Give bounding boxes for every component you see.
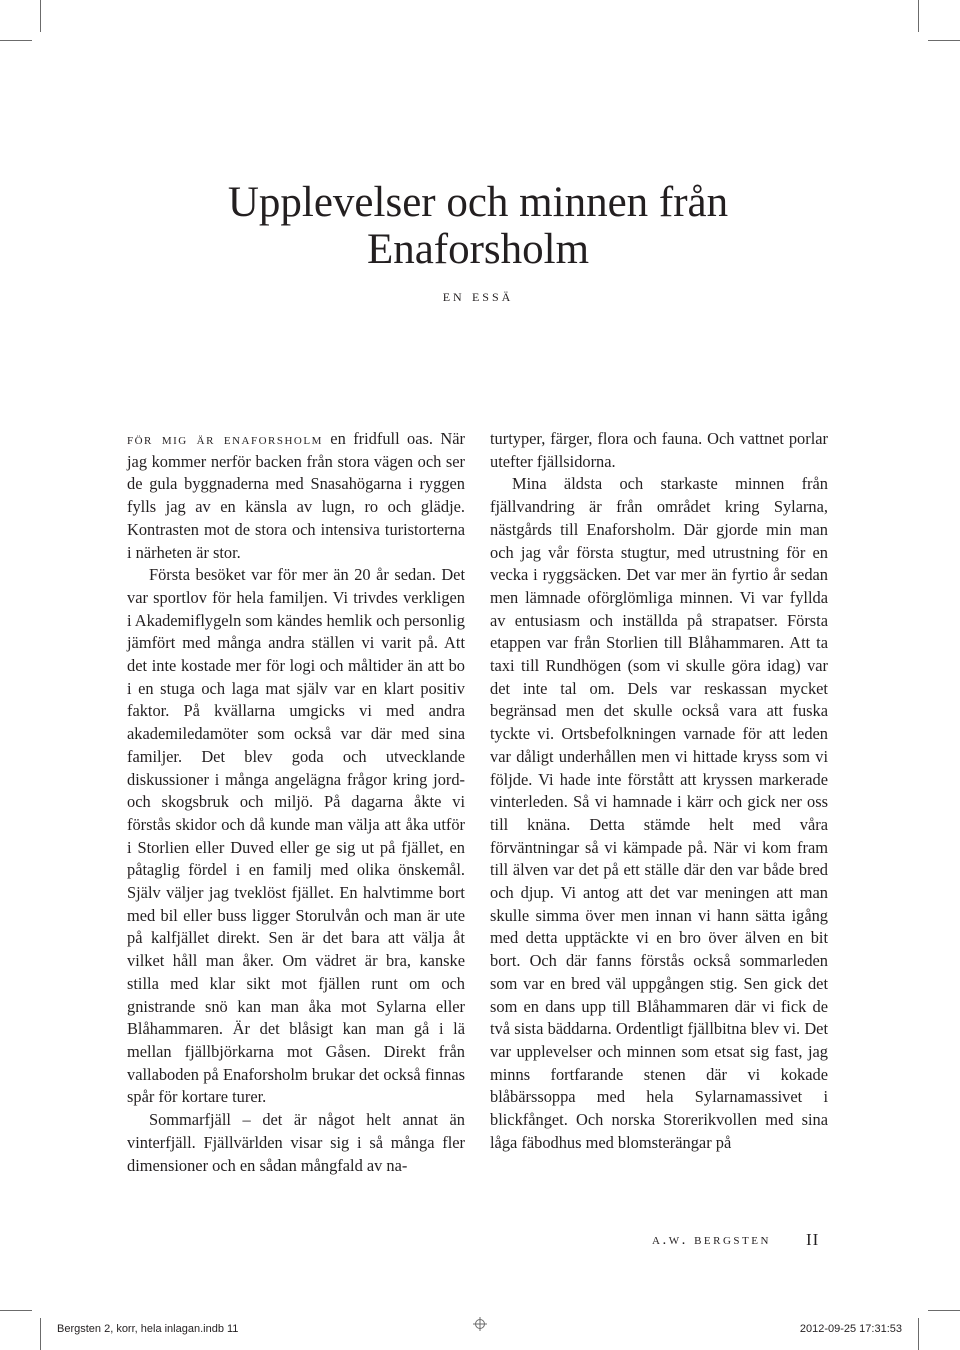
crop-mark	[0, 40, 32, 41]
title-line-2: Enaforsholm	[366, 225, 590, 273]
paragraph: Första besöket var för mer än 20 år sedan. Det var sportlov för hela familjen. Vi trivdes verkligen i Akademiflygeln som kändes hemlik och personlig jämfört med många andra ställen vi varit på. Att det inte kostade mer för logi och måltider än att bo i en stuga och laga mat själv var en klart positiv faktor. På kvällarna umgicks vi med andra akademiledamöter som också var där med sina familjer. Det blev goda och utvecklande diskussioner i många angelägna frågor kring jord- och skogsbruk och miljö. På dagarna åkte vi förstås skidor och då kunde man välja att åka utför i Storlien eller Duved eller ge sig ut på fjället, en påtaglig fördel i en familj med olika önskemål. Själv väljer jag tveklöst fjället. En halvtimme bort med bil eller buss ligger Storulvån och man är ute på kalfjället direkt. Sen är det bara att välja åt vilket håll man åker. Om vädret är bra, kanske stilla med klar sikt mot fjällen runt om och gnistrande snö kan man åka mot Sylarna eller Blåhammaren. Är det blåsigt kan man gå i lä mellan fjällbjörkarna mot Gåsen. Direkt från vallaboden på Enaforsholm brukar det också finnas spår för kortare turer.	[127, 565, 465, 1107]
crop-mark	[928, 1310, 960, 1311]
slug-file-name: Bergsten 2, korr, hela inlagan.indb 11	[57, 1323, 239, 1335]
page-title	[150, 179, 806, 273]
crop-mark	[918, 0, 919, 32]
lead-in: för mig är enaforsholm	[127, 429, 323, 448]
paragraph	[127, 428, 465, 564]
crop-mark	[0, 1310, 32, 1311]
paragraph-text: en fridfull oas. När jag kommer nerför backen från stora vägen och ser de gula byggnaderna med Snasahögarna i ryggen fylls jag av en känsla av lugn, ro och glädje. Kontrasten mot de stora och intensiva turistorterna i närheten är stor.	[127, 429, 466, 562]
left-column	[127, 428, 465, 1177]
page-number: II	[806, 1230, 820, 1249]
title-line-1: Upplevelser och minnen från	[227, 178, 729, 226]
paragraph: Sommarfjäll – det är något helt annat än vinterfjäll. Fjällvärlden visar sig i så många fler dimensioner och en sådan mångfald av na-	[127, 1110, 465, 1175]
crop-mark	[40, 1318, 41, 1350]
running-footer-author: a.w. bergsten	[652, 1232, 771, 1248]
subtitle: en essä	[442, 286, 514, 305]
registration-mark-icon	[473, 1317, 487, 1331]
paragraph: Mina äldsta och starkaste minnen från fjällvandring är från området kring Sylarna, nästgårds till Enaforsholm. Där gjorde min man och jag vår första stugtur, med utrustning för en vecka i ryggsäcken. Det var mer än fyrtio år sedan men lämnade oförglömliga minnen. Vi var fyllda av entusiasm och inställda på strapatser. Första etappen var från Storlien till Blåhammaren. Att ta taxi till Rundhögen (som vi skulle göra idag) var det inte tal om. Dels var reskassan mycket begränsad men det skulle också vara att fuska tyckte vi. Ortsbefolkningen varnade för att leden var dåligt underhållen men vi hittade kryss som vi följde. Vi hade inte förstått att kryssen markerade vinterleden. Så vi hamnade i kärr och gick ner oss till knäna. Detta stämde helt med våra förväntningar så vi kämpade på. När vi kom fram till älven var det på ett ställe där den var både bred och djup. Vi antog att det var meningen att man skulle simma över men innan vi hann sätta igång med detta upptäckte vi en bro över älven en bit bort. Och där fanns förstås också sommarleden som var en bred väl uppgången stig. Sen gick det som en dans upp till Blåhammaren där vi fick de två sista bäddarna. Ordentligt fjällbitna blev vi. Det var upplevelser och minnen som etsat sig fast, jag minns fortfarande stenen där vi kokade blåbärssoppa med hela Sylarnamassivet i blickfånget. Och norska Storerikvollen med sina låga fäbodhus med blomsterängar på	[490, 474, 828, 1152]
crop-mark	[918, 1318, 919, 1350]
paragraph: turtyper, färger, flora och fauna. Och vattnet porlar utefter fjällsidorna.	[490, 429, 828, 471]
crop-mark	[928, 40, 960, 41]
slug-timestamp: 2012-09-25 17:31:53	[799, 1323, 902, 1335]
right-column	[490, 428, 828, 1155]
crop-mark	[40, 0, 41, 32]
